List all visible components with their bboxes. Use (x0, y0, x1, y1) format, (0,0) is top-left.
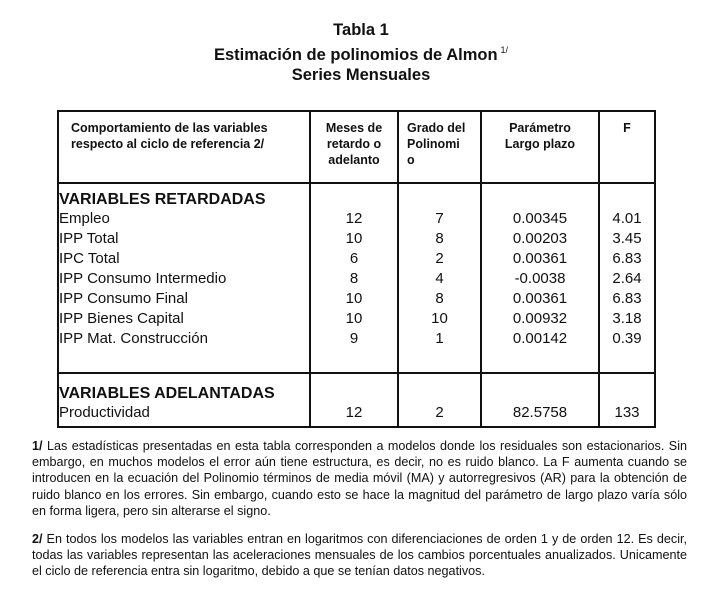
table-title (0, 40, 722, 65)
section-title: VARIABLES RETARDADAS (59, 191, 266, 208)
almon-table (57, 110, 656, 428)
header-line: Largo plazo (504, 137, 576, 151)
parametro-value: 0.00361 (481, 249, 599, 269)
table-title-text: Estimación de polinomios de Almon (213, 46, 498, 64)
footnote-2 (32, 531, 687, 580)
header-row (58, 111, 655, 183)
variable-name: IPP Bienes Capital (59, 310, 184, 327)
f-value: 6.83 (599, 249, 655, 269)
meses-value: 12 (310, 403, 398, 427)
meses-value: 10 (310, 309, 398, 329)
f-value: 2.64 (599, 269, 655, 289)
parametro-value: 0.00345 (481, 209, 599, 229)
footnote-text: En todos los modelos las variables entran en logaritmos con diferenciaciones de orden 1 y de orden 12. Es decir, todas las variables representan las aceleraciones mensuales de los cambios porcentuales anualizados. Unicamente el ciclo de referencia entra sin logaritmo, debido a que se tenían datos negativos. (32, 532, 687, 579)
header-line: adelanto (328, 153, 380, 167)
f-value: 4.01 (599, 209, 655, 229)
section-title: VARIABLES ADELANTADAS (58, 373, 310, 403)
title-footnote-ref: 1/ (500, 45, 509, 55)
meses-value: 9 (310, 329, 398, 349)
table-row (58, 403, 655, 427)
header-line: Parámetro (509, 121, 571, 135)
header-line: F (623, 121, 631, 135)
variable-name: Empleo (59, 210, 110, 227)
grado-value: 2 (398, 249, 481, 269)
footnote-1 (32, 438, 687, 519)
parametro-value: 0.00932 (481, 309, 599, 329)
f-value: 6.83 (599, 289, 655, 309)
table-row (58, 329, 655, 349)
footnote-marker: 1/ (32, 439, 43, 453)
parametro-value: 82.5758 (481, 403, 599, 427)
header-line: Comportamiento de las variables (71, 121, 268, 135)
f-value: 3.45 (599, 229, 655, 249)
variable-name: Productividad (59, 404, 150, 421)
f-value: 133 (599, 403, 655, 427)
header-line: Polinomi (407, 137, 460, 151)
grado-value: 10 (398, 309, 481, 329)
header-line: o (407, 153, 415, 167)
table-title-block (0, 20, 722, 85)
variable-name: IPP Consumo Final (59, 290, 188, 307)
header-line: Grado del (407, 121, 466, 135)
grado-value: 1 (398, 329, 481, 349)
parametro-value: 0.00142 (481, 329, 599, 349)
footnote-marker: 2/ (32, 532, 43, 547)
variable-name: IPP Consumo Intermedio (59, 270, 227, 287)
variable-name: IPP Mat. Construcción (59, 330, 208, 347)
meses-value: 6 (310, 249, 398, 269)
section-title-row (58, 183, 655, 209)
header-grado (398, 111, 481, 183)
table-row (58, 269, 655, 289)
grado-value: 7 (398, 209, 481, 229)
header-line: retardo o (326, 137, 382, 151)
parametro-value: -0.0038 (481, 269, 599, 289)
meses-value: 12 (310, 209, 398, 229)
header-parametro (481, 111, 599, 183)
footnote-text: Las estadísticas presentadas en esta tabla corresponden a modelos donde los residuales son estacionarios. Sin embargo, en muchos modelos el error aún tiene estructura, es decir, no es ruido blanco. La F aumenta cuando se introducen en la ecuación del Polinomio términos de media móvil (MA) y autorregresivos (AR) para la obtención de ruido blanco en los errores. Sin embargo, cuando esto se hace la magnitud del parámetro de largo plazo varía sólo en forma ligera, pero sin alterarse el signo. (32, 439, 687, 518)
grado-value: 4 (398, 269, 481, 289)
header-meses (310, 111, 398, 183)
parametro-value: 0.00203 (481, 229, 599, 249)
section-retardadas (58, 183, 655, 373)
header-line: respecto al ciclo de referencia 2/ (71, 137, 265, 151)
grado-value: 2 (398, 403, 481, 427)
spacer-row (58, 349, 655, 373)
grado-value: 8 (398, 229, 481, 249)
table-subtitle: Series Mensuales (291, 66, 431, 84)
f-value: 0.39 (599, 329, 655, 349)
f-value: 3.18 (599, 309, 655, 329)
meses-value: 10 (310, 229, 398, 249)
header-f (599, 111, 655, 183)
table-row (58, 309, 655, 329)
meses-value: 8 (310, 269, 398, 289)
grado-value: 8 (398, 289, 481, 309)
table-row (58, 209, 655, 229)
table-row (58, 249, 655, 269)
footnotes (32, 438, 687, 592)
header-comportamiento (58, 111, 310, 183)
variable-name: IPC Total (59, 250, 120, 267)
section-adelantadas (58, 373, 655, 427)
meses-value: 10 (310, 289, 398, 309)
table-row (58, 229, 655, 249)
parametro-value: 0.00361 (481, 289, 599, 309)
variable-name: IPP Total (59, 230, 119, 247)
header-line: Meses de (325, 121, 383, 135)
table-number: Tabla 1 (333, 21, 389, 39)
section-title-row (58, 373, 655, 403)
table-row (58, 289, 655, 309)
